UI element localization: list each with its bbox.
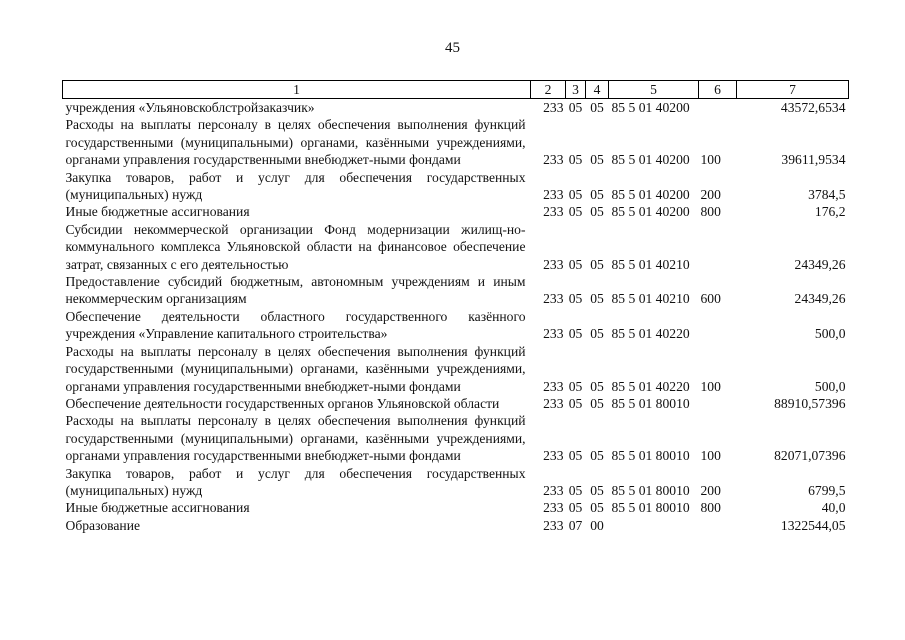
row-grbs-code: 233 — [543, 204, 564, 220]
row-grbs-code: 233 — [543, 500, 564, 516]
table-row — [63, 99, 849, 117]
table-row — [63, 169, 849, 204]
table-row — [63, 499, 849, 516]
row-target-article: 85 5 01 40200 — [611, 152, 690, 168]
row-target-article: 85 5 01 40220 — [611, 326, 690, 342]
row-grbs-code: 233 — [543, 256, 564, 272]
table-row — [63, 343, 849, 395]
budget-table — [62, 80, 849, 534]
row-name: Субсидии некоммерческой организации Фонд модернизации жилищ-но-коммунального комплекса Ульяновской области на финансовое обеспечение затрат, связанных с его деятельностью — [65, 221, 526, 272]
table-row — [63, 203, 849, 220]
row-section-code: 05 — [568, 482, 583, 498]
row-name: Образование — [65, 517, 141, 533]
row-section-code: 05 — [568, 256, 583, 272]
row-section-code: 05 — [568, 395, 583, 411]
table-row — [63, 308, 849, 343]
row-target-article: 85 5 01 80010 — [611, 395, 690, 411]
row-grbs-code: 233 — [543, 517, 564, 533]
row-target-article: 85 5 01 40200 — [611, 204, 690, 220]
row-amount: 24349,26 — [794, 256, 846, 272]
row-amount: 88910,57396 — [774, 395, 846, 411]
row-target-article: 85 5 01 80010 — [611, 500, 690, 516]
header-row — [63, 81, 849, 99]
row-subsection-code: 05 — [590, 448, 604, 464]
row-section-code: 05 — [568, 448, 583, 464]
row-subsection-code: 05 — [590, 187, 604, 203]
row-expense-type — [699, 308, 737, 343]
table-row — [63, 395, 849, 412]
row-amount: 39611,9534 — [781, 152, 846, 168]
row-target-article: 85 5 01 40200 — [611, 187, 690, 203]
row-section-code: 05 — [568, 100, 583, 115]
table-row — [63, 465, 849, 500]
row-name: Закупка товаров, работ и услуг для обеспечения государственных (муниципальных) нужд — [65, 465, 526, 498]
row-target-article — [609, 517, 699, 534]
header-col-5: 5 — [609, 81, 699, 99]
row-subsection-code: 05 — [590, 482, 604, 498]
row-grbs-code: 233 — [543, 395, 564, 411]
header-col-4: 4 — [586, 81, 609, 99]
page-number: 45 — [445, 40, 460, 56]
row-section-code: 05 — [568, 378, 583, 394]
row-grbs-code: 233 — [543, 187, 564, 203]
row-amount: 6799,5 — [808, 482, 846, 498]
row-subsection-code: 05 — [590, 326, 604, 342]
row-name: Иные бюджетные ассигнования — [65, 500, 250, 516]
row-section-code: 05 — [568, 500, 583, 516]
row-target-article: 85 5 01 40210 — [611, 291, 690, 307]
header-col-3: 3 — [566, 81, 586, 99]
row-name: Расходы на выплаты персоналу в целях обеспечения выполнения функций государственными (муниципальными) органами, казёнными учреждениями, органами управления государственными внебюджет-ными фондами — [65, 117, 526, 168]
row-grbs-code: 233 — [543, 326, 564, 342]
row-subsection-code: 05 — [590, 152, 604, 168]
row-grbs-code: 233 — [543, 100, 564, 115]
row-name: Обеспечение деятельности государственных органов Ульяновской области — [65, 395, 500, 411]
table-body — [63, 99, 849, 535]
row-name: учреждения «Ульяновскоблстройзаказчик» — [65, 100, 315, 115]
row-grbs-code: 233 — [543, 152, 564, 168]
row-amount: 500,0 — [814, 326, 846, 342]
row-subsection-code: 05 — [590, 378, 604, 394]
row-expense-type: 100 — [700, 152, 721, 168]
row-subsection-code: 05 — [590, 204, 604, 220]
table-row — [63, 517, 849, 534]
row-expense-type — [699, 99, 737, 117]
row-amount: 176,2 — [814, 204, 846, 220]
header-col-2: 2 — [531, 81, 566, 99]
row-expense-type — [699, 221, 737, 273]
row-subsection-code: 05 — [590, 291, 604, 307]
table-row — [63, 412, 849, 464]
table-row — [63, 273, 849, 308]
row-amount: 3784,5 — [808, 187, 846, 203]
row-amount: 43572,6534 — [780, 100, 846, 115]
row-target-article: 85 5 01 80010 — [611, 448, 690, 464]
row-target-article: 85 5 01 40200 — [611, 100, 690, 115]
row-amount: 500,0 — [814, 378, 846, 394]
header-col-7: 7 — [737, 81, 849, 99]
row-subsection-code: 05 — [590, 395, 604, 411]
row-amount: 82071,07396 — [774, 448, 846, 464]
row-subsection-code: 05 — [590, 256, 604, 272]
row-target-article: 85 5 01 80010 — [611, 482, 690, 498]
row-section-code: 05 — [568, 291, 583, 307]
row-section-code: 05 — [568, 204, 583, 220]
table-header — [63, 81, 849, 99]
row-expense-type: 200 — [700, 187, 721, 203]
row-name: Закупка товаров, работ и услуг для обеспечения государственных (муниципальных) нужд — [65, 169, 526, 203]
row-section-code: 05 — [568, 326, 583, 342]
header-col-1: 1 — [63, 81, 531, 99]
header-col-6: 6 — [699, 81, 737, 99]
table-row — [63, 116, 849, 168]
row-grbs-code: 233 — [543, 291, 564, 307]
row-section-code: 05 — [568, 187, 583, 203]
row-name: Иные бюджетные ассигнования — [65, 204, 250, 220]
row-expense-type — [699, 517, 737, 534]
row-grbs-code: 233 — [543, 448, 564, 464]
table-row — [63, 221, 849, 273]
row-name: Расходы на выплаты персоналу в целях обеспечения выполнения функций государственными (муниципальными) органами, казёнными учреждениями, органами управления государственными внебюджет-ными фондами — [65, 413, 526, 464]
row-name: Обеспечение деятельности областного государственного казённого учреждения «Управление капитального строительства» — [65, 308, 526, 342]
row-subsection-code: 00 — [590, 517, 604, 533]
row-amount: 40,0 — [821, 500, 846, 516]
row-expense-type: 100 — [700, 378, 721, 394]
row-section-code: 07 — [568, 517, 583, 533]
row-amount: 1322544,05 — [780, 517, 846, 533]
row-target-article: 85 5 01 40220 — [611, 378, 690, 394]
row-expense-type: 600 — [700, 291, 721, 307]
row-expense-type — [699, 395, 737, 412]
row-name: Предоставление субсидий бюджетным, автономным учреждениям и иным некоммерческим организациям — [65, 274, 526, 307]
row-expense-type: 200 — [700, 482, 721, 498]
row-grbs-code: 233 — [543, 482, 564, 498]
row-target-article: 85 5 01 40210 — [611, 256, 690, 272]
row-subsection-code: 05 — [590, 500, 604, 516]
row-amount: 24349,26 — [794, 291, 846, 307]
row-expense-type: 800 — [700, 204, 721, 220]
row-subsection-code: 05 — [590, 100, 604, 115]
row-expense-type: 800 — [700, 500, 721, 516]
row-expense-type: 100 — [700, 448, 721, 464]
row-name: Расходы на выплаты персоналу в целях обеспечения выполнения функций государственными (муниципальными) органами, казёнными учреждениями, органами управления государственными внебюджет-ными фондами — [65, 343, 526, 394]
row-section-code: 05 — [568, 152, 583, 168]
row-grbs-code: 233 — [543, 378, 564, 394]
